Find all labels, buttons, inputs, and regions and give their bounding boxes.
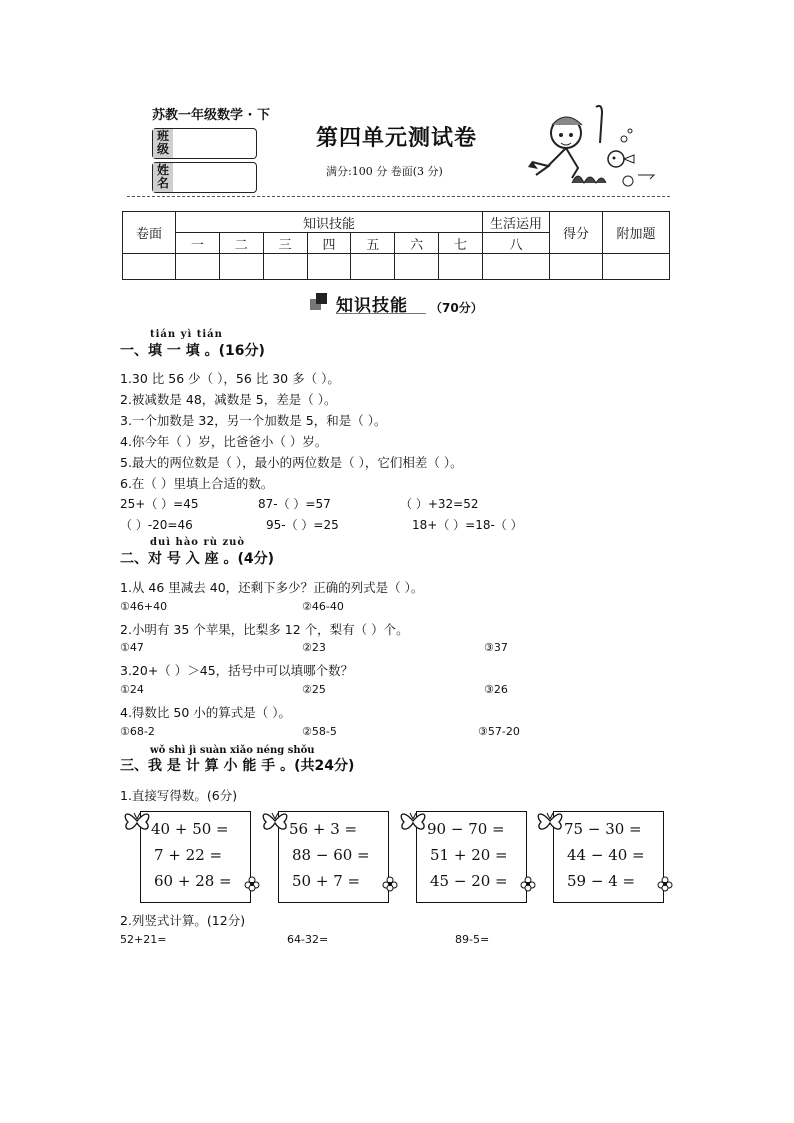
math-expression: 50 + 7 =	[292, 872, 361, 890]
section-points: （70分）	[430, 301, 483, 315]
math-expression: 60 + 28 =	[154, 872, 232, 890]
math-box-1	[140, 811, 251, 903]
part2-pinyin: duì hào rù zuò	[150, 537, 246, 548]
part1-r1b: 87-（ ）=57	[258, 497, 331, 511]
math-expression: 56 + 3 =	[289, 820, 358, 838]
page-title: 第四单元测试卷	[316, 126, 478, 151]
part3-q2: 2.列竖式计算。(12分)	[120, 913, 246, 928]
math-box-2	[278, 811, 389, 903]
col-2: 二	[219, 233, 263, 254]
part2-q2: 2.小明有 35 个苹果，比梨多 12 个，梨有（ ）个。	[120, 622, 409, 637]
vertical-calc-3: 89-5=	[455, 933, 490, 946]
col-defen: 得分	[550, 212, 603, 254]
header-divider	[127, 196, 670, 197]
flower-icon	[382, 876, 398, 892]
name-field[interactable]	[152, 162, 257, 193]
math-expression: 88 − 60 =	[292, 846, 370, 864]
part1-q5: 5.最大的两位数是（ ），最小的两位数是（ ），它们相差（ ）。	[120, 455, 463, 470]
col-juanmian: 卷面	[123, 212, 176, 254]
part1-q2: 2.被减数是 48，减数是 5，差是（ ）。	[120, 392, 337, 407]
col-fujia: 附加题	[603, 212, 670, 254]
class-field[interactable]	[152, 128, 257, 159]
section-cube-icon	[310, 293, 328, 311]
butterfly-icon	[398, 806, 428, 836]
part2-q2-opt-b: ②23	[302, 641, 326, 654]
part1-q1: 1.30 比 56 少（ ），56 比 30 多（ ）。	[120, 371, 340, 386]
score-cell[interactable]	[176, 254, 220, 280]
part1-q4: 4.你今年（ ）岁，比爸爸小（ ）岁。	[120, 434, 328, 449]
math-box-3	[416, 811, 527, 903]
part1-heading: 一、填 一 填 。(16分)	[120, 343, 265, 359]
score-cell[interactable]	[483, 254, 550, 280]
part2-q2-opt-c: ③37	[484, 641, 508, 654]
math-expression: 75 − 30 =	[564, 820, 642, 838]
part1-r2c: 18+（ ）=18-（ ）	[412, 518, 523, 532]
part2-heading: 二、对 号 入 座 。(4分)	[120, 551, 275, 567]
section-title: 知识技能	[336, 296, 408, 316]
subject-label: 苏教一年级数学 · 下	[152, 108, 270, 123]
part2-q1: 1.从 46 里减去 40，还剩下多少？正确的列式是（ ）。	[120, 580, 424, 595]
col-8: 八	[483, 233, 550, 254]
part2-q1-opt-a: ①46+40	[120, 600, 168, 613]
butterfly-icon	[260, 806, 290, 836]
col-7: 七	[439, 233, 483, 254]
math-expression: 44 − 40 =	[567, 846, 645, 864]
part2-q4-opt-b: ②58-5	[302, 725, 337, 738]
score-cell[interactable]	[439, 254, 483, 280]
part3-heading: 三、我 是 计 算 小 能 手 。(共24分)	[120, 758, 355, 774]
flower-icon	[520, 876, 536, 892]
math-expression: 51 + 20 =	[430, 846, 508, 864]
part2-q3-opt-c: ③26	[484, 683, 508, 696]
vertical-calc-2: 64-32=	[287, 933, 329, 946]
score-note: 满分:100 分 卷面(3 分)	[326, 165, 443, 178]
part2-q4-opt-a: ①68-2	[120, 725, 155, 738]
score-table	[122, 211, 670, 280]
part2-q3: 3.20+（ ）＞45，括号中可以填哪个数？	[120, 663, 354, 678]
col-3: 三	[263, 233, 307, 254]
part2-q4: 4.得数比 50 小的算式是（ ）。	[120, 705, 292, 720]
section-underline	[336, 313, 426, 314]
math-expression: 90 − 70 =	[427, 820, 505, 838]
name-label: 姓 名	[153, 163, 173, 192]
col-shenghuo: 生活运用	[483, 212, 550, 233]
part1-r2b: 95-（ ）=25	[266, 518, 339, 532]
class-label: 班 级	[153, 129, 173, 158]
score-cell[interactable]	[219, 254, 263, 280]
col-zhishi: 知识技能	[176, 212, 483, 233]
math-expression: 59 − 4 =	[567, 872, 636, 890]
score-cell[interactable]	[395, 254, 439, 280]
part2-q2-opt-a: ①47	[120, 641, 144, 654]
vertical-calc-1: 52+21=	[120, 933, 167, 946]
part3-q1: 1.直接写得数。(6分)	[120, 788, 238, 803]
flower-icon	[657, 876, 673, 892]
part1-r1c: （ ）+32=52	[400, 497, 479, 511]
butterfly-icon	[122, 806, 152, 836]
flower-icon	[244, 876, 260, 892]
score-cell[interactable]	[307, 254, 351, 280]
part2-q1-opt-b: ②46-40	[302, 600, 344, 613]
math-expression: 45 − 20 =	[430, 872, 508, 890]
part1-q6: 6.在（ ）里填上合适的数。	[120, 476, 274, 491]
part1-r1a: 25+（ ）=45	[120, 497, 199, 511]
col-6: 六	[395, 233, 439, 254]
score-cell[interactable]	[123, 254, 176, 280]
score-cell[interactable]	[351, 254, 395, 280]
butterfly-icon	[535, 806, 565, 836]
part2-q3-opt-a: ①24	[120, 683, 144, 696]
part1-r2a: （ ）-20=46	[120, 518, 193, 532]
col-1: 一	[176, 233, 220, 254]
math-expression: 7 + 22 =	[154, 846, 223, 864]
score-cell[interactable]	[263, 254, 307, 280]
diver-illustration-icon	[528, 103, 668, 193]
part2-q4-opt-c: ③57-20	[478, 725, 520, 738]
score-cell[interactable]	[550, 254, 603, 280]
col-4: 四	[307, 233, 351, 254]
col-5: 五	[351, 233, 395, 254]
score-cell[interactable]	[603, 254, 670, 280]
part3-pinyin: wǒ shì jì suàn xiǎo néng shǒu	[150, 745, 315, 756]
part1-pinyin: tián yì tián	[150, 329, 223, 340]
math-expression: 40 + 50 =	[151, 820, 229, 838]
part1-q3: 3.一个加数是 32，另一个加数是 5，和是（ ）。	[120, 413, 387, 428]
math-box-4	[553, 811, 664, 903]
part2-q3-opt-b: ②25	[302, 683, 326, 696]
